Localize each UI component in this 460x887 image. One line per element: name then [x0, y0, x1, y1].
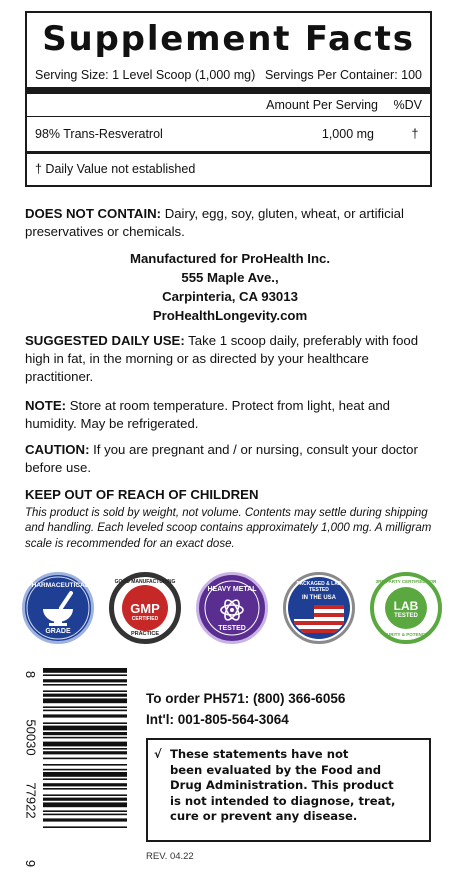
gmp-certified-badge [109, 572, 181, 644]
ingredient-amount: 1,000 mg [321, 127, 374, 141]
barcode-bar [43, 788, 127, 790]
barcode-bar [43, 732, 127, 735]
barcode-bar [43, 668, 127, 673]
sold-by-weight-text: This product is sold by weight, not volume. Contents may settle during shipping and handling. Each leveled scoop contains approximately 1,000 mg. A milligram scale is recommended for an exact dose. [25, 506, 432, 550]
does-not-contain [25, 205, 435, 241]
barcode-bar [43, 772, 127, 777]
barcode-bar [43, 794, 127, 796]
manufacturer-line-1: Manufactured for ProHealth Inc. [129, 251, 331, 266]
barcode-bar [43, 769, 127, 771]
ingredient-dv: † [411, 127, 419, 141]
servings-per-container: Servings Per Container: 100 [264, 68, 422, 82]
amount-header: Amount Per Serving [266, 98, 378, 112]
fda-text-1: These statements have not [170, 747, 349, 761]
lab-badge-center: LAB [393, 599, 419, 613]
barcode-bar [43, 798, 127, 801]
barcode-bar [43, 710, 127, 712]
barcode-bar [43, 783, 127, 786]
note-label: NOTE: [25, 398, 67, 413]
order-info [146, 688, 345, 730]
storage-note [25, 397, 435, 433]
barcode-bar [43, 810, 127, 812]
suggested-use-text: Take 1 scoop daily, preferably with food high in fat, in the morning or as directed by your healthcare practitioner. [25, 333, 419, 384]
barcode-bar [43, 722, 127, 724]
barcode-bar [43, 764, 127, 766]
barcode-bar [43, 737, 127, 739]
manufacturer-block [0, 249, 460, 325]
barcode-digit-2: 50030 [23, 719, 39, 756]
fda-text-5: cure or prevent any disease. [170, 809, 358, 823]
fda-line-3 [154, 778, 423, 794]
suggested-use [25, 332, 435, 385]
ingredient-row [27, 117, 430, 154]
pharma-badge-top: PHARMACEUTICAL [27, 582, 89, 589]
barcode-bar [43, 714, 127, 717]
barcode [21, 668, 127, 870]
fda-disclaimer-box [146, 738, 431, 842]
fda-line-4 [154, 794, 423, 810]
suggested-use-label: SUGGESTED DAILY USE: [25, 333, 185, 348]
amount-header-row [27, 94, 430, 117]
serving-size: Serving Size: 1 Level Scoop (1,000 mg) [35, 68, 256, 82]
fda-line-2 [154, 763, 423, 779]
facts-title: Supplement Facts [42, 19, 415, 59]
intl-phone: Int'l: 001-805-564-3064 [146, 712, 289, 727]
thick-rule [27, 87, 430, 94]
heavy-metal-tested-badge [196, 572, 268, 644]
manufacturer-website: ProHealthLongevity.com [152, 308, 308, 323]
barcode-bar [43, 751, 127, 754]
barcode-bar [43, 826, 127, 828]
dv-header: %DV [393, 98, 422, 112]
revision-label: REV. 04.22 [146, 851, 194, 862]
barcode-bar [43, 814, 127, 816]
fda-text-3: Drug Administration. This product [170, 778, 394, 792]
certification-badges [22, 572, 442, 644]
barcode-bar [43, 684, 127, 686]
barcode-bar [43, 748, 127, 750]
keep-out-section [25, 486, 435, 552]
barcode-bar [43, 679, 127, 682]
ingredient-name: 98% Trans-Resveratrol [35, 127, 163, 141]
lab-badge-bottom: PURITY & POTENCY [384, 632, 428, 637]
fda-text-4: is not intended to diagnose, treat, [170, 793, 396, 808]
usa-badge-sub: IN THE USA [301, 595, 336, 601]
fda-line-1 [154, 747, 423, 763]
heavy-metal-bottom: TESTED [218, 625, 246, 632]
barcode-bar [43, 742, 127, 747]
gmp-badge-sub: CERTIFIED [131, 616, 159, 622]
serving-row [27, 67, 430, 83]
gmp-badge-top: GOOD MANUFACTURING [114, 579, 176, 585]
supplement-facts-panel [25, 11, 432, 187]
fda-line-5 [154, 809, 423, 825]
barcode-digit-1: 8 [23, 670, 39, 679]
pharma-badge-bottom: GRADE [45, 628, 71, 635]
note-text: Store at room temperature. Protect from light, heat and humidity. May be refrigerated. [25, 398, 391, 431]
dv-footnote: † Daily Value not established [35, 162, 196, 176]
does-not-contain-text: Dairy, egg, soy, gluten, wheat, or artificial preservatives or chemicals. [25, 206, 404, 239]
barcode-bar [43, 706, 127, 708]
lab-tested-badge [370, 572, 442, 644]
caution [25, 441, 435, 477]
packaged-usa-badge [283, 572, 355, 644]
order-phone: To order PH571: (800) 366-6056 [146, 691, 346, 706]
keep-out-label: KEEP OUT OF REACH OF CHILDREN [25, 487, 259, 502]
barcode-bar [43, 778, 127, 780]
barcode-bar [43, 694, 127, 697]
barcode-bar [43, 758, 127, 760]
caution-label: CAUTION: [25, 442, 90, 457]
caution-text: If you are pregnant and / or nursing, consult your doctor before use. [25, 442, 418, 475]
lab-badge-sub: TESTED [394, 613, 418, 619]
barcode-bar [43, 818, 127, 821]
barcode-digits [21, 668, 41, 870]
gmp-badge-bottom: PRACTICE [130, 631, 160, 637]
barcode-bar [43, 726, 127, 731]
usa-badge-top: PACKAGED & LAB TESTED [296, 581, 342, 593]
barcode-bar [43, 674, 127, 676]
gmp-badge-center: GMP [130, 601, 160, 616]
barcode-bar [43, 698, 127, 703]
barcode-bar [43, 690, 127, 692]
fda-text-2: been evaluated by the Food and [170, 762, 382, 777]
does-not-contain-label: DOES NOT CONTAIN: [25, 206, 162, 221]
manufacturer-line-3: Carpinteria, CA 93013 [162, 289, 298, 304]
barcode-bar [43, 802, 127, 807]
manufacturer-line-2: 555 Maple Ave., [181, 270, 279, 285]
barcode-digit-3: 77922 [23, 782, 39, 819]
barcode-bars [43, 668, 127, 870]
pharmaceutical-grade-badge [22, 572, 94, 644]
check-icon: √ [154, 747, 162, 761]
lab-badge-top: 3RD PARTY CERTIFIED FOR [375, 579, 437, 584]
barcode-digit-4: 9 [23, 859, 39, 868]
heavy-metal-top: HEAVY METAL [207, 586, 257, 593]
